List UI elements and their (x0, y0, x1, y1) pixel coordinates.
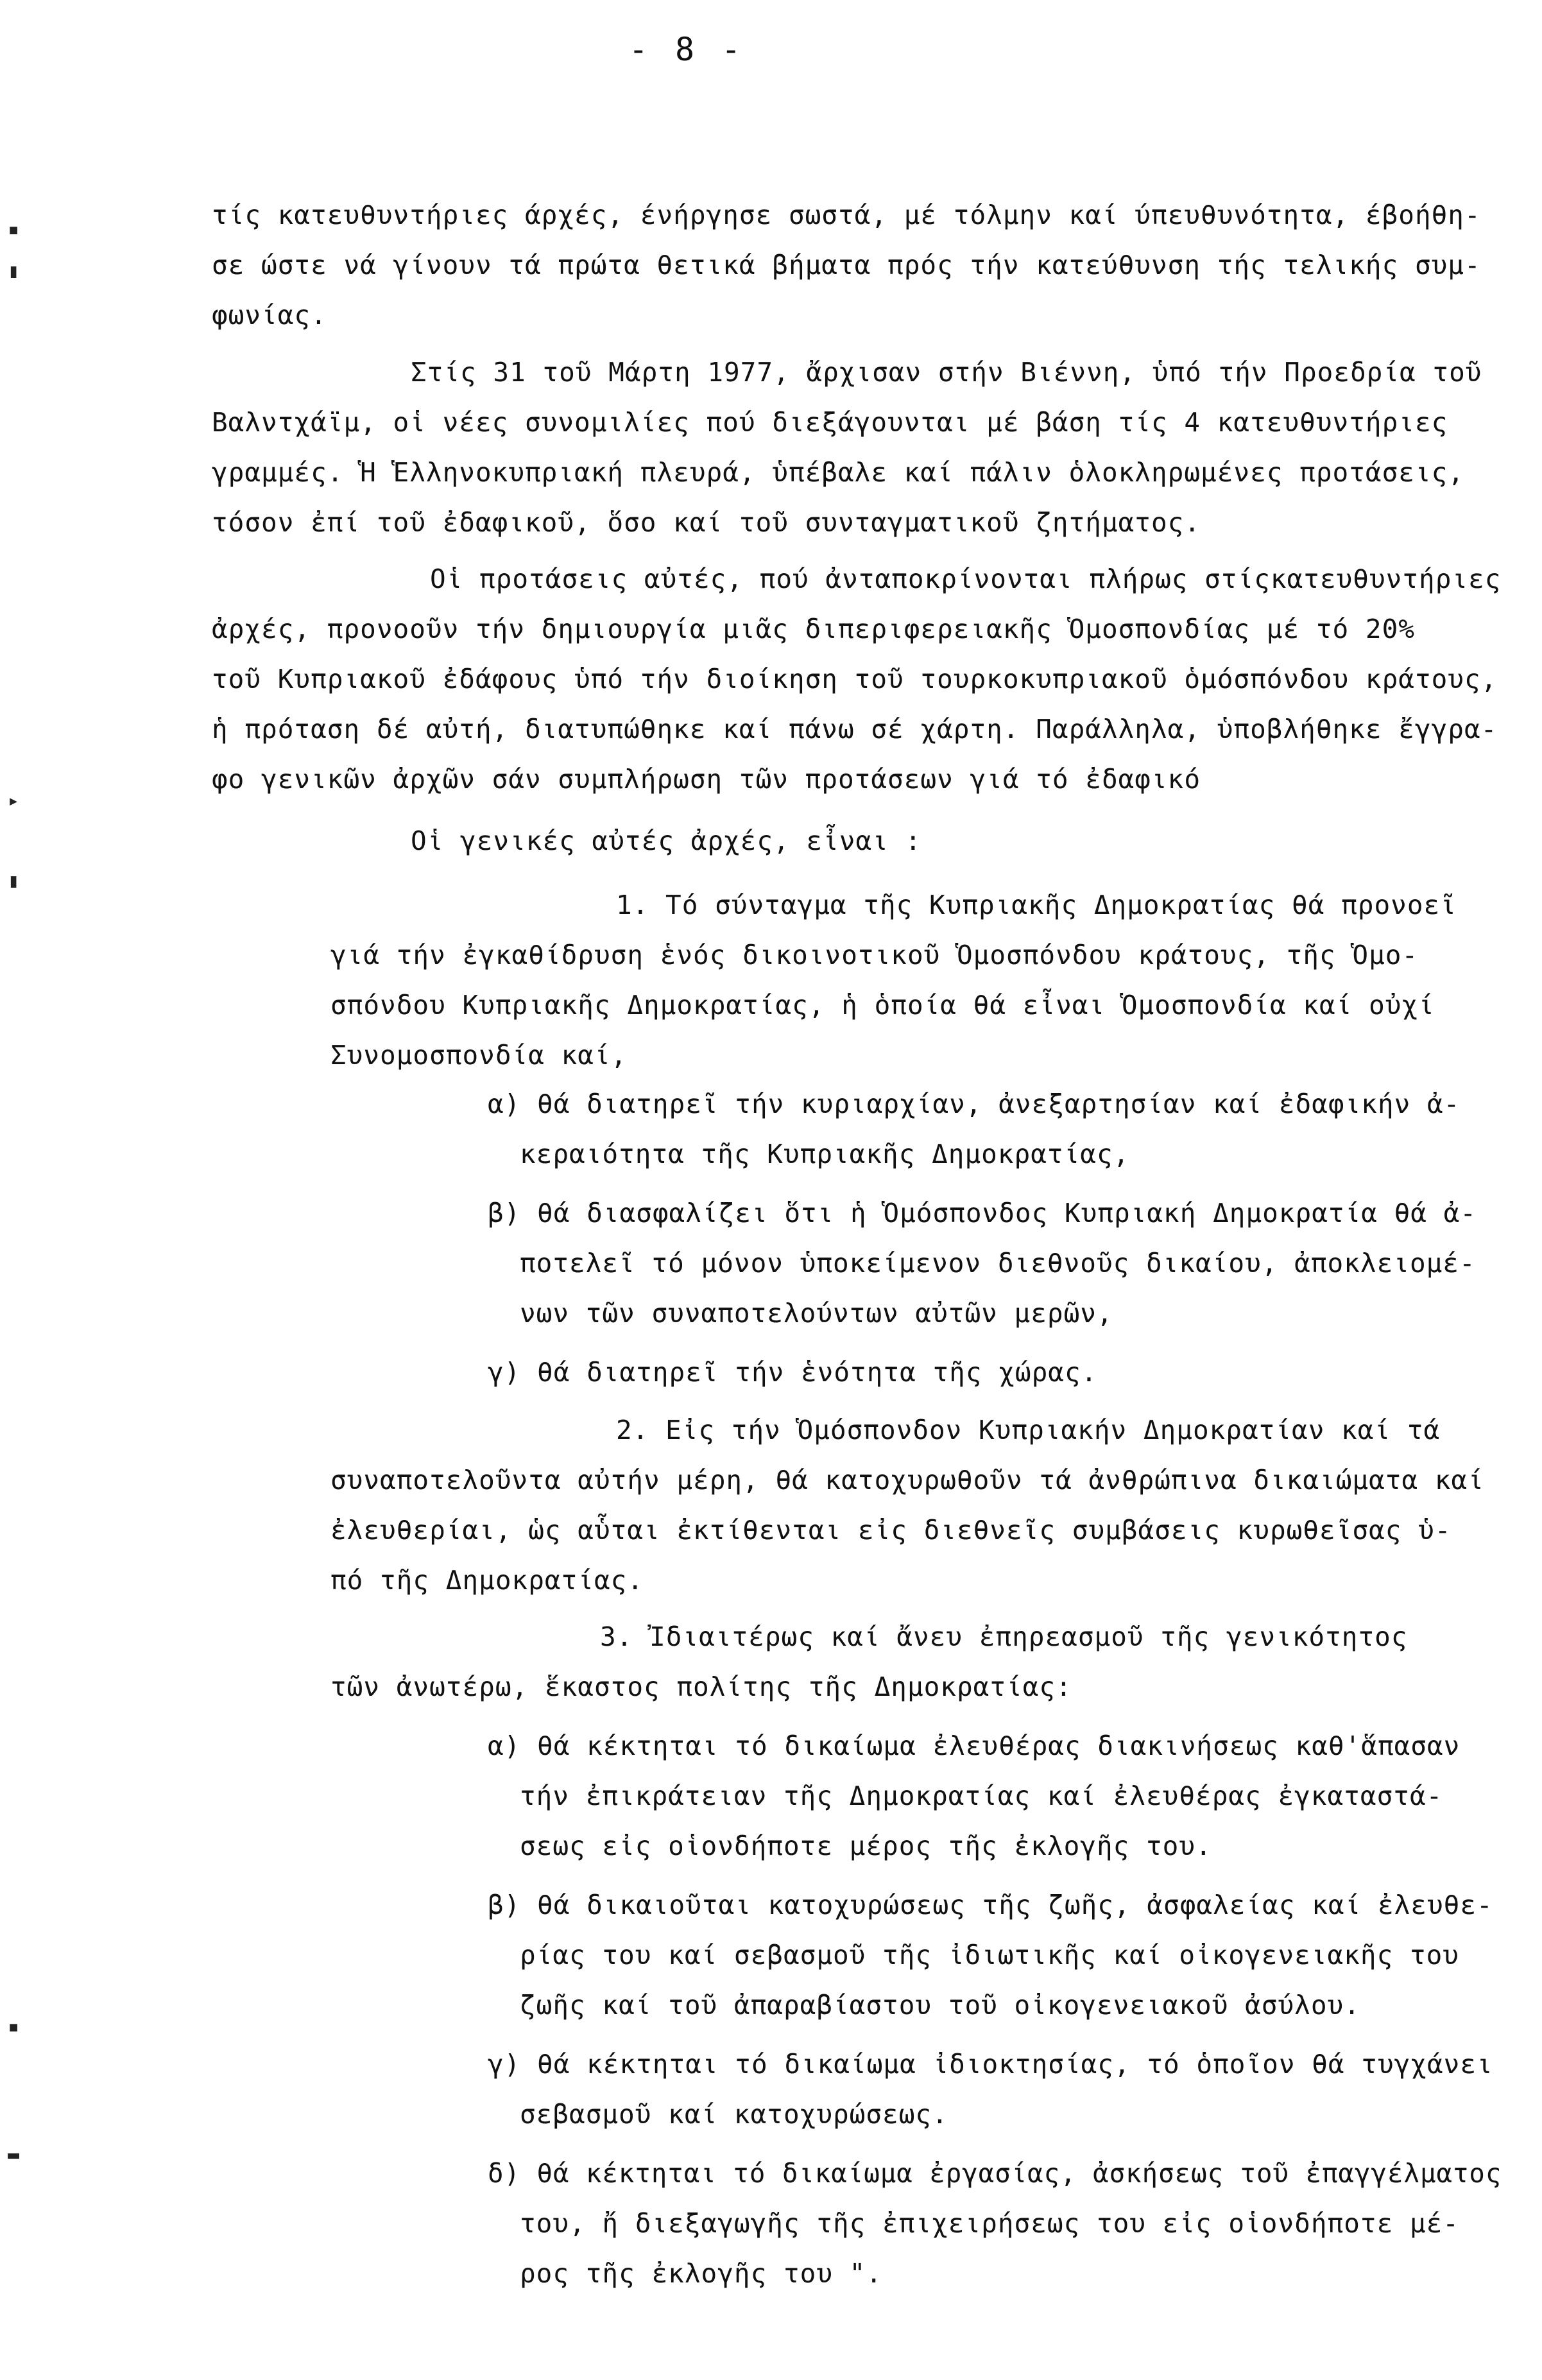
text-line: γ) θά διατηρεῖ τήν ἑνότητα τῆς χώρας. (488, 1357, 1098, 1388)
text-line: Βαλντχάϊμ, οἱ νέες συνομιλίες πού διεξάγουνται μέ βάση τίς 4 κατευθυντήριες (212, 407, 1448, 438)
text-line: ρίας του καί σεβασμοῦ τῆς ἰδιωτικῆς καί οἰκογενειακῆς του (520, 1940, 1459, 1970)
text-line: πό τῆς Δημοκρατίας. (330, 1565, 644, 1596)
text-line: κεραιότητα τῆς Κυπριακῆς Δημοκρατίας, (520, 1139, 1130, 1169)
text-line: τίς κατευθυντήριες άρχές, ένήργησε σωστά, μέ τόλμην καί ύπευθυνότητα, έβοήθη- (212, 200, 1481, 230)
text-line: Στίς 31 τοῦ Μάρτη 1977, ἄρχισαν στήν Βιέννη, ὑπό τήν Προεδρία τοῦ (411, 357, 1482, 388)
text-line: φο γενικῶν ἀρχῶν σάν συμπλήρωση τῶν προτάσεων γιά τό ἐδαφικό (212, 764, 1201, 795)
text-line: γραμμές. Ἡ Ἑλληνοκυπριακή πλευρά, ὑπέβαλε καί πάλιν ὁλοκληρωμένες προτάσεις, (212, 457, 1464, 488)
text-line: β) θά δικαιοῦται κατοχυρώσεως τῆς ζωῆς, ἀσφαλείας καί ἐλευθε- (488, 1890, 1493, 1920)
text-line: δ) θά κέκτηται τό δικαίωμα ἐργασίας, ἀσκήσεως τοῦ ἐπαγγέλματος (488, 2158, 1502, 2189)
text-line: 3. Ἰδιαιτέρως καί ἄνευ ἐπηρεασμοῦ τῆς γενικότητος (600, 1621, 1408, 1652)
text-line: Οἱ προτάσεις αὐτές, πού ἀνταποκρίνονται πλήρως στίςκατευθυντήριες (430, 564, 1502, 594)
text-line: β) θά διασφαλίζει ὅτι ἡ Ὁμόσπονδος Κυπριακή Δημοκρατία θά ἀ- (488, 1198, 1477, 1229)
text-line: α) θά διατηρεῖ τήν κυριαρχίαν, ἀνεξαρτησίαν καί ἐδαφικήν ἀ- (488, 1089, 1461, 1119)
text-line: συναποτελοῦντα αὐτήν μέρη, θά κατοχυρωθοῦν τά ἀνθρώπινα δικαιώματα καί (330, 1465, 1484, 1496)
text-line: τήν ἐπικράτειαν τῆς Δημοκρατίας καί ἐλευθέρας ἐγκαταστά- (520, 1781, 1443, 1811)
text-line: γιά τήν ἐγκαθίδρυση ἑνός δικοινοτικοῦ Ὁμοσπόνδου κράτους, τῆς Ὁμο- (330, 940, 1419, 970)
text-line: τόσον ἐπί τοῦ ἐδαφικοῦ, ὅσο καί τοῦ συνταγματικοῦ ζητήματος. (212, 507, 1201, 538)
text-line: Οἱ γενικές αὐτές ἀρχές, εἶναι : (411, 825, 922, 856)
text-line: του, ἤ διεξαγωγῆς τῆς ἐπιχειρήσεως του εἰς οἱονδήποτε μέ- (520, 2208, 1459, 2239)
text-line: 1. Τό σύνταγμα τῆς Κυπριακῆς Δημοκρατίας θά προνοεῖ (616, 890, 1457, 920)
text-line: τῶν ἀνωτέρω, ἕκαστος πολίτης τῆς Δημοκρατίας: (330, 1671, 1072, 1702)
text-line: ποτελεῖ τό μόνον ὑποκείμενον διεθνοῦς δικαίου, ἀποκλειομέ- (520, 1248, 1476, 1279)
scan-mark: ▮ (8, 260, 20, 282)
text-line: 2. Εἰς τήν Ὁμόσπονδον Κυπριακήν Δημοκρατίαν καί τά (616, 1415, 1441, 1445)
text-line: φωνίας. (212, 300, 327, 331)
page-number: - 8 - (628, 31, 745, 68)
text-line: ρος τῆς ἐκλογῆς του ". (520, 2258, 883, 2289)
text-line: σε ώστε νά γίνουν τά πρώτα θετικά βήματα πρός τήν κατεύθυνση τής τελικής συμ- (212, 250, 1481, 280)
scan-mark: ▮ (8, 870, 20, 892)
text-line: ἡ πρόταση δέ αὐτή, διατυπώθηκε καί πάνω σέ χάρτη. Παράλληλα, ὑποβλήθηκε ἔγγρα- (212, 714, 1498, 745)
text-line: α) θά κέκτηται τό δικαίωμα ἐλευθέρας διακινήσεως καθ'ἅπασαν (488, 1730, 1461, 1761)
scan-mark: ▸ (8, 789, 20, 812)
text-line: ἀρχές, προνοοῦν τήν δημιουργία μιᾶς διπεριφερειακῆς Ὁμοσπονδίας μέ τό 20% (212, 614, 1415, 644)
text-line: ζωῆς καί τοῦ ἀπαραβίαστου τοῦ οἰκογενειακοῦ ἀσύλου. (520, 1990, 1360, 2021)
text-line: νων τῶν συναποτελούντων αὐτῶν μερῶν, (520, 1298, 1113, 1329)
text-line: τοῦ Κυπριακοῦ ἐδάφους ὑπό τήν διοίκηση τοῦ τουρκοκυπριακοῦ ὁμόσπόνδου κράτους, (212, 664, 1498, 694)
text-line: σεβασμοῦ καί κατοχυρώσεως. (520, 2099, 948, 2130)
scan-mark: ▬ (8, 2144, 20, 2166)
scan-mark: ▪ (8, 2015, 20, 2038)
text-line: ἐλευθερίαι, ὡς αὗται ἐκτίθενται εἰς διεθνεῖς συμβάσεις κυρωθεῖσας ὑ- (330, 1515, 1452, 1546)
text-line: σπόνδου Κυπριακῆς Δημοκρατίας, ἡ ὁποία θά εἶναι Ὁμοσπονδία καί οὐχί (330, 990, 1435, 1021)
text-line: σεως εἰς οἱονδήποτε μέρος τῆς ἐκλογῆς του. (520, 1831, 1212, 1861)
text-line: γ) θά κέκτηται τό δικαίωμα ἰδιοκτησίας, τό ὁποῖον θά τυγχάνει (488, 2049, 1493, 2080)
text-line: Συνομοσπονδία καί, (330, 1040, 628, 1071)
scan-mark: ▪ (8, 218, 20, 241)
